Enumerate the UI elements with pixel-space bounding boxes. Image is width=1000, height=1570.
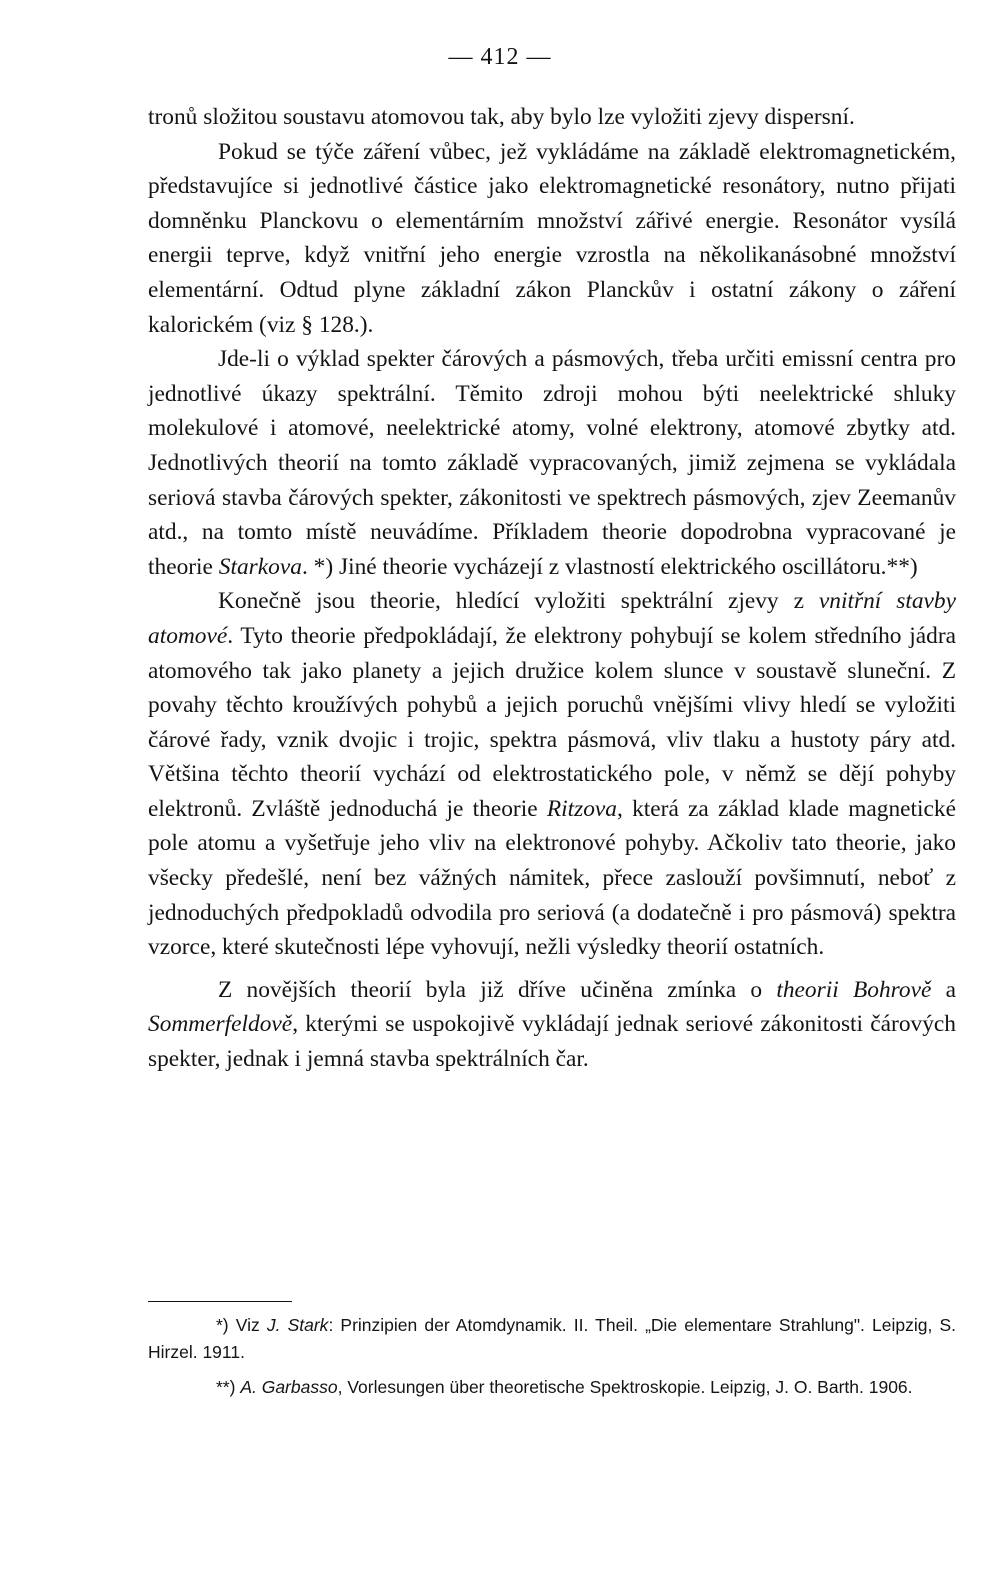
- text-run: , která za základ klade magnetické pole atomu a vyšetřuje jeho vliv na elektronové pohyby. Ačkoliv tato theorie, jako všecky předešlé, není bez vážných námitek, přece zaslouží povšimnutí, neboť z jednoduchých předpokladů odvodila pro seriová (a dodatečně i pro pásmová) spektra vzorce, které skutečnosti lépe vyhovují, nežli výsledky theorií ostatních.: [148, 795, 957, 961]
- text-run: Jde-li o výklad spekter čárových a pásmových, třeba určiti emissní centra pro jednotlivé úkazy spektrální. Těmito zdroji mohou býti neelektrické shluky molekulové i atomové, neelektrické atomy, volné elektrony, atomové zbytky atd. Jednotlivých theorií na tomto základě vypracovaných, jimiž zejmena se vykládala seriová stavba čárových spekter, zákonitosti ve spektrech pásmových, zjev Zeemanův atd., na tomto místě neuvádíme. Příkladem theorie dopodrobna vypracované je theorie: [148, 346, 956, 580]
- text-run: , kterými se uspokojivě vykládají jednak seriové zákonitosti čárových spekter, jednak i jemná stavba spektrálních čar.: [148, 1011, 956, 1073]
- footnote-divider: [148, 1301, 292, 1302]
- italic-text: A. Garbasso: [240, 1377, 338, 1397]
- footnote: [148, 1374, 956, 1401]
- text-run: **): [216, 1377, 241, 1397]
- paragraph: [148, 135, 956, 343]
- text-run: : Prinzipien der Atomdynamik. II. Theil. „Die elementare Strahlung". Leipzig, S. Hirzel. 1911.: [148, 1315, 956, 1362]
- footnote: [148, 1312, 956, 1366]
- text-run: tronů složitou soustavu atomovou tak, aby bylo lze vyložiti zjevy dispersní.: [148, 104, 855, 130]
- italic-text: Starkova: [218, 553, 302, 580]
- text-run: , Vorlesungen über theoretische Spektroskopie. Leipzig, J. O. Barth. 1906.: [337, 1377, 913, 1397]
- page-number: — 412 —: [448, 44, 552, 70]
- text-run: *) Viz: [216, 1315, 267, 1335]
- text-run: . *) Jiné theorie vycházejí z vlastností elektrického oscillátoru.**): [301, 553, 918, 580]
- footnotes: [148, 1312, 956, 1409]
- text-run: . Tyto theorie předpokládají, že elektrony pohybují se kolem středního jádra atomového tak jako planety a jejich družice kolem slunce v soustavě sluneční. Z povahy těchto kroužívých pohybů a jejich poruchů vnějšími vlivy hledí se vyložiti čárové řady, vznik dvojic i trojic, spektra pásmová, vliv tlaku a hustoty páry atd. Většina těchto theorií vychází od elektrostatického pole, v němž se dějí pohyby elektronů. Zvláště jednoduchá je theorie: [148, 622, 956, 822]
- text-run: Pokud se týče záření vůbec, jež vykládáme na základě elektromagnetickém, představujíce si jednotlivé částice jako elektromagnetické resonátory, nutno přijati domněnku Planckovu o elementárním množství zářivé energie. Resonátor vysílá energii teprve, když vnitřní jeho energie vzrostla na několikanásobné množství elementární. Odtud plyne základní zákon Planckův i ostatní zákony o záření kalorickém (viz § 128.).: [148, 138, 956, 338]
- italic-text: J. Stark: [266, 1315, 329, 1335]
- text-run: a: [931, 976, 957, 1003]
- italic-text: vnitřní stavby atomové: [148, 588, 956, 649]
- paragraph: [148, 100, 956, 135]
- paragraph: [148, 342, 956, 584]
- body-text: [148, 100, 956, 1077]
- italic-text: theorii Bohrově: [776, 976, 932, 1003]
- italic-text: Ritzova: [546, 795, 617, 822]
- italic-text: Sommerfeldově: [148, 1011, 293, 1038]
- paragraph: [148, 584, 956, 965]
- text-run: Z novějších theorií byla již dříve učiněna zmínka o: [218, 976, 777, 1003]
- text-run: Konečně jsou theorie, hledící vyložiti spektrální zjevy z: [218, 588, 819, 615]
- paragraph: [148, 973, 956, 1077]
